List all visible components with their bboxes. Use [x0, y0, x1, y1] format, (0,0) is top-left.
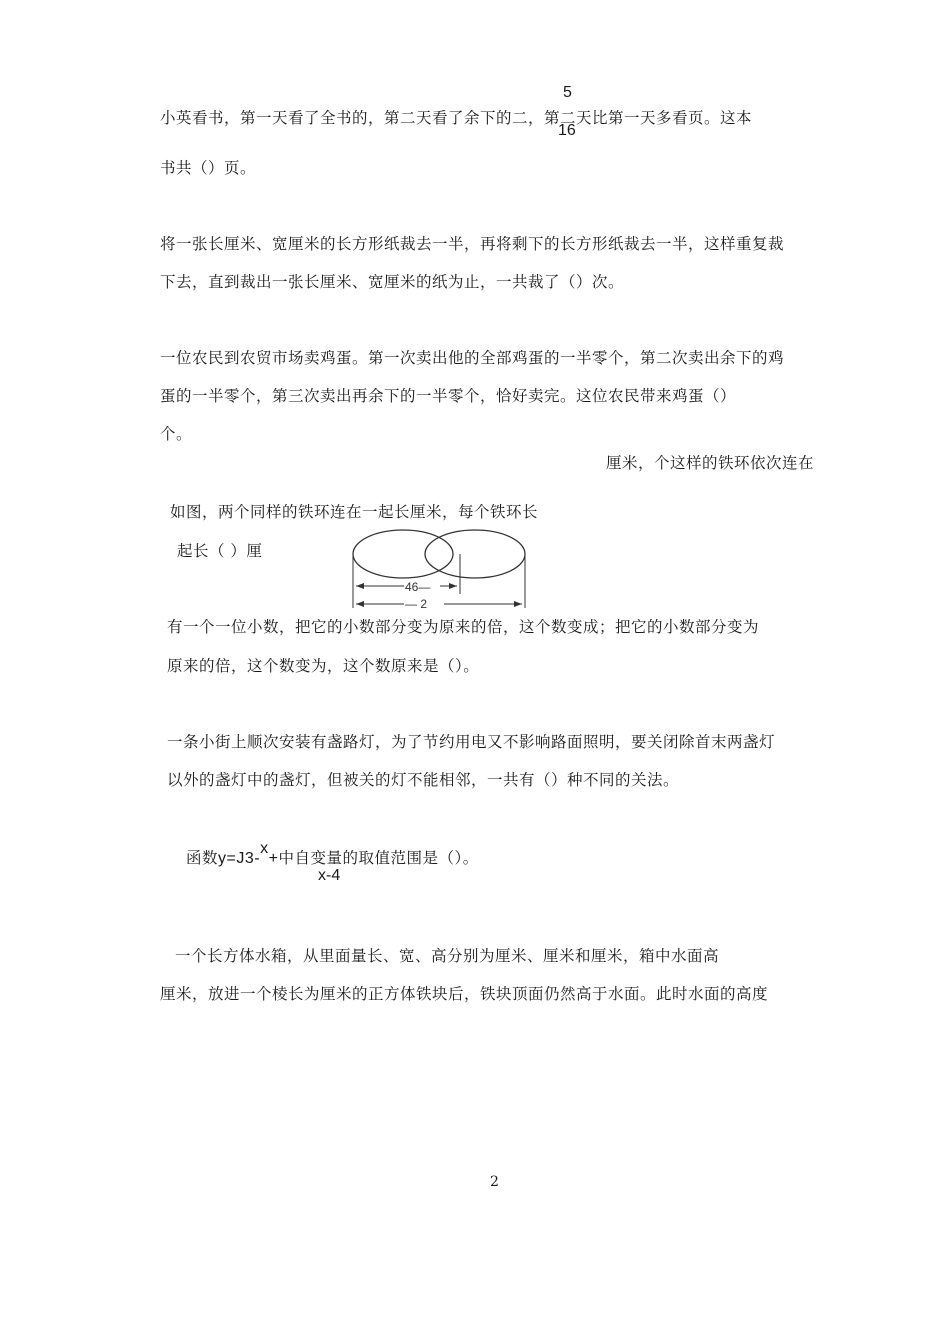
problem-7-suffix: 中自变量的取值范围是（）。 [278, 849, 479, 867]
outer-arrowhead-left [356, 601, 364, 607]
problem-4-left-line-1-text: 如图，两个同样的铁环连在一起长厘米，每个铁环长 [170, 503, 539, 521]
problem-8-line-2: 厘米，放进一个棱长为厘米的正方体铁块后，铁块顶面仍然高于水面。此时水面的高度 [160, 985, 769, 1003]
problem-5-line-1: 有一个一位小数，把它的小数部分变为原来的倍，这个数变成；把它的小数部分变为 [167, 618, 760, 636]
fraction-numerator: 5 [563, 84, 572, 101]
problem-4-left-line-2 [177, 541, 327, 560]
inner-arrowhead-right [449, 583, 457, 589]
problem-2-line-2: 下去，直到裁出一张长厘米、宽厘米的纸为止，一共裁了（）次。 [160, 273, 625, 291]
problem-4-right-fragment [606, 446, 836, 472]
problem-4-right-fragment-text: 厘米，个这样的铁环依次连在 [606, 454, 815, 472]
problem-4-left-line-1 [170, 502, 570, 521]
problem-3-line-2: 蛋的一半零个，第三次卖出再余下的一半零个，恰好卖完。这位农民带来鸡蛋（） [160, 387, 737, 405]
problem-3-line-3: 个。 [160, 425, 193, 443]
problem-7-superscript: x [260, 840, 269, 857]
outer-arrowhead-right [514, 601, 522, 607]
right-ring [425, 530, 525, 578]
problem-6-line-1: 一条小街上顺次安装有盏路灯，为了节约用电又不影响路面照明，要关闭除首末两盏灯 [167, 733, 776, 751]
problem-7-formula: y=J3- [218, 850, 261, 867]
iron-rings-figure [348, 528, 538, 612]
page-number: 2 [490, 1174, 499, 1190]
problem-1-line-1: 小英看书，第一天看了全书的，第二天看了余下的二，第二天比第一天多看页。这本 [160, 109, 753, 127]
inner-arrowhead-left [356, 583, 364, 589]
problem-7-prefix: 函数 [186, 849, 219, 867]
problem-3-line-1: 一位农民到农贸市场卖鸡蛋。第一次卖出他的全部鸡蛋的一半零个，第二次卖出余下的鸡 [160, 349, 785, 367]
problem-1-line-2: 书共（）页。 [160, 159, 257, 177]
fraction-denominator: 16 [558, 122, 576, 139]
problem-7-plus: + [268, 850, 279, 867]
problem-6-line-2: 以外的盏灯中的盏灯，但被关的灯不能相邻，一共有（）种不同的关法。 [167, 771, 680, 789]
figure-label-inner: 46— [405, 580, 431, 594]
problem-7-line [186, 840, 479, 868]
problem-2-line-1: 将一张长厘米、宽厘米的长方形纸裁去一半，再将剩下的长方形纸裁去一半，这样重复裁 [160, 235, 785, 253]
problem-5-line-2: 原来的倍，这个数变为，这个数原来是（）。 [167, 657, 480, 675]
problem-8-line-1: 一个长方体水箱，从里面量长、宽、高分别为厘米、厘米和厘米，箱中水面高 [175, 947, 720, 965]
figure-label-outer: — 2 [405, 597, 428, 611]
problem-4-left-line-2-text: 起长（ ）厘 [177, 542, 263, 560]
problem-7-denominator: x-4 [318, 867, 341, 884]
